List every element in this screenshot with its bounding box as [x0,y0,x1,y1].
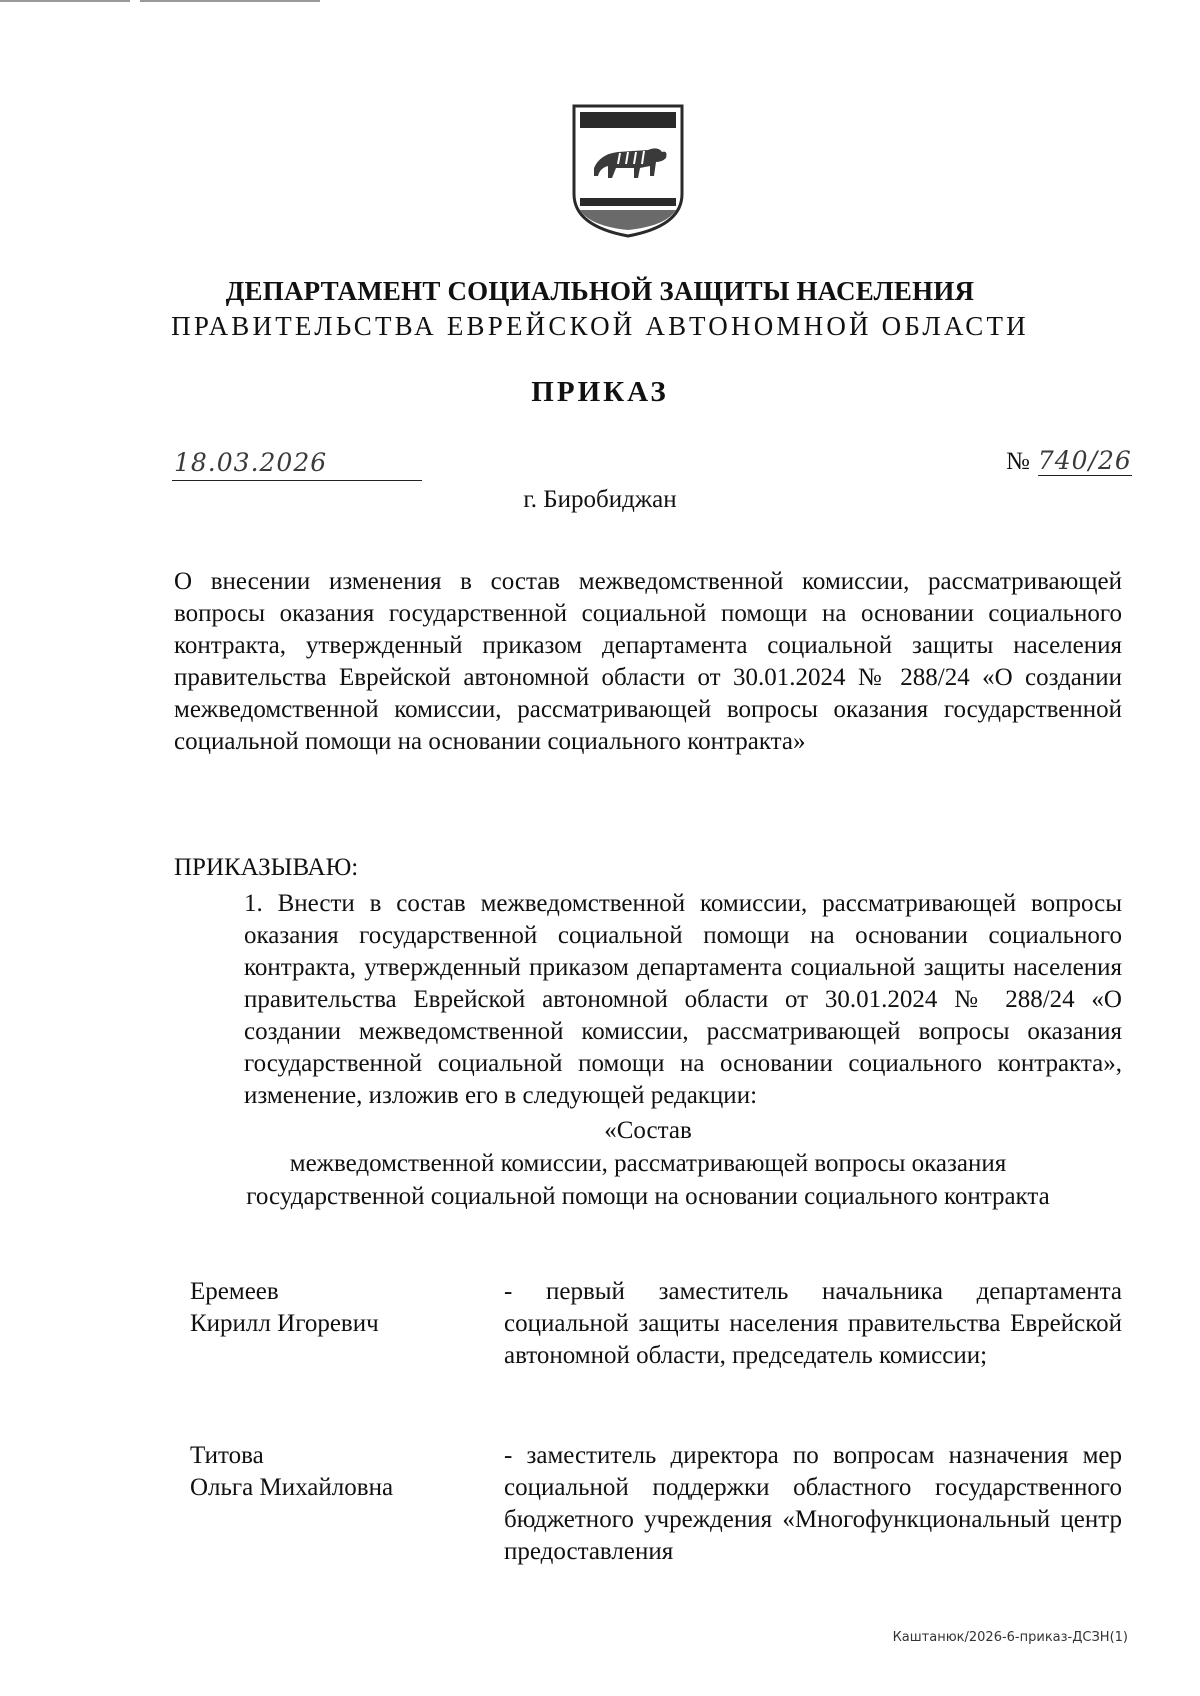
composition-subheading-line1: межведомственной комиссии, рассматривающей вопросы оказания [289,1150,1007,1177]
document-number: 740/26 [1037,446,1132,475]
member-given-names: Кирилл Игоревич [190,1310,379,1337]
document-date: 18.03.2026 [174,448,328,477]
member-role: - заместитель директора по вопросам назначения мер социальной поддержки областного государственного бюджетного учреждения «Многофункциональный центр предоставления [504,1442,1122,1565]
order-title: О внесении изменения в состав межведомственной комиссии, рассматривающей вопросы оказания государственной социальной помощи на основании социального контракта, утвержденный приказом департамента социальной защиты населения правительства Еврейской автономной области от 30.01.2024 № 288/24 «О создании межведомственной комиссии, рассматривающей вопросы оказания государственной социальной помощи на основании социального контракта» [174,568,1122,755]
order-word: ПРИКАЗЫВАЮ: [174,854,359,881]
member-name [190,1276,480,1340]
document-type: ПРИКАЗ [531,376,669,408]
city: г. Биробиджан [523,486,677,513]
scan-artifact [140,0,320,2]
document-date-field [172,446,422,481]
composition-heading-block [174,1114,1122,1213]
number-label: № [1006,448,1030,475]
order-item-1 [174,888,1122,1112]
composition-heading: «Состав [604,1117,692,1144]
composition-subheading-line2: государственной социальной помощи на основании социального контракта [246,1183,1050,1210]
tiger-coat-of-arms-icon [570,102,686,240]
order-item-1-text: 1. Внести в состав межведомственной комиссии, рассматривающей вопросы оказания государственной социальной помощи на основании социального контракта, утвержденный приказом департамента социальной защиты населения правительства Еврейской автономной области от 30.01.2024 № 288/24 «О создании межведомственной комиссии, рассматривающей вопросы оказания государственной социальной помощи на основании социального контракта», изменение, изложив его в следующей редакции: [244,890,1122,1109]
member-surname: Еремеев [190,1278,279,1305]
member-role: - первый заместитель начальника департамента социальной защиты населения правительства Еврейской автономной области, председатель комиссии; [504,1278,1122,1369]
document-code: Каштанюк/2026-6-приказ-ДСЗН(1) [892,1630,1128,1645]
scan-artifact [0,0,130,2]
member-name [190,1440,480,1504]
member-given-names: Ольга Михайловна [190,1474,394,1501]
department-name: ДЕПАРТАМЕНТ СОЦИАЛЬНОЙ ЗАЩИТЫ НАСЕЛЕНИЯ [225,276,975,306]
member-surname: Титова [190,1442,264,1469]
government-name: ПРАВИТЕЛЬСТВА ЕВРЕЙСКОЙ АВТОНОМНОЙ ОБЛАСТИ [171,311,1029,341]
document-number-field [1006,446,1132,480]
